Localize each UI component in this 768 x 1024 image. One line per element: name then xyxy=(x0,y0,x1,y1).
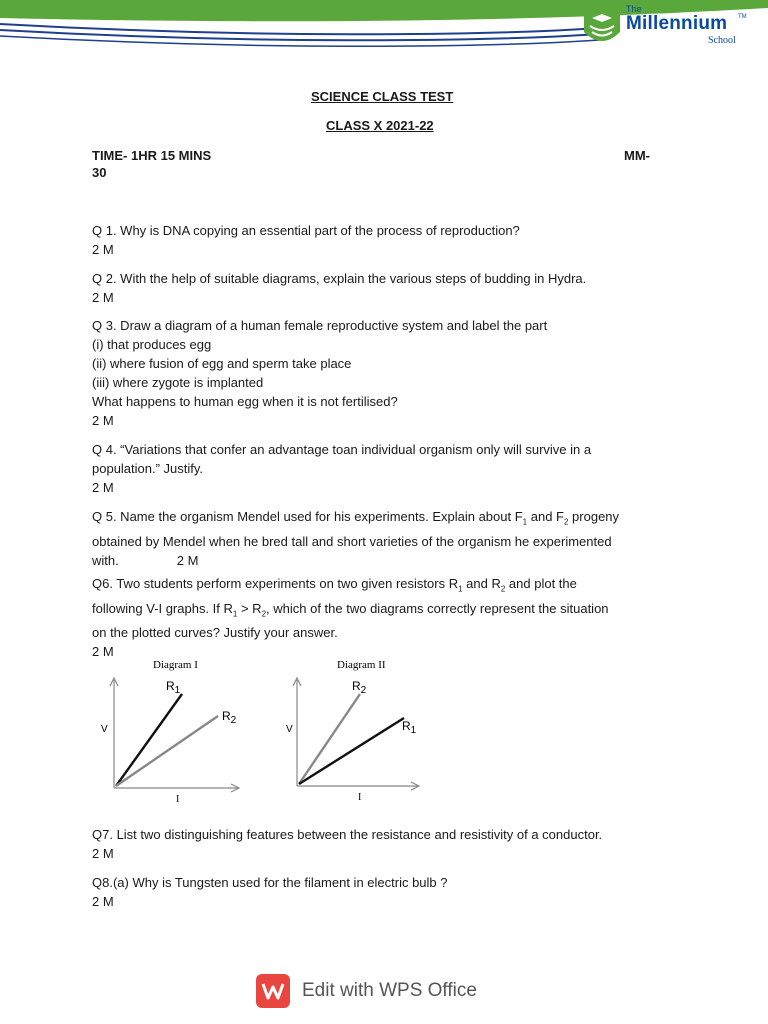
question-8 xyxy=(92,873,667,911)
question-3 xyxy=(92,316,667,430)
diagram-2 xyxy=(286,659,419,803)
label-steep: $R_1$ xyxy=(166,679,181,696)
line-r2-steep xyxy=(299,694,360,784)
question-5 xyxy=(92,507,667,570)
test-title: SCIENCE CLASS TEST xyxy=(311,89,454,104)
question-4 xyxy=(92,440,667,497)
question-text: obtained by Mendel when he bred tall and short varieties of the organism he experimented xyxy=(92,533,612,549)
axis-label-v: V xyxy=(101,724,108,735)
max-marks-value: 30 xyxy=(92,165,107,180)
question-text: What happens to human egg when it is not fertilised? xyxy=(92,394,398,409)
label-shallow: $R_1$ xyxy=(402,719,417,736)
question-text: with. 2 M xyxy=(92,552,199,568)
logo-tm: TM xyxy=(738,14,747,20)
time-label: TIME- 1HR 15 MINS xyxy=(92,148,212,163)
question-marks: 2 M xyxy=(92,413,114,428)
axis-label-i: I xyxy=(176,794,180,805)
question-text: population.” Justify. xyxy=(92,461,204,476)
axis-label-v: V xyxy=(286,724,293,735)
question-subpart: (iii) where zygote is implanted xyxy=(92,375,264,390)
logo-school: School xyxy=(708,35,736,46)
diagram-title: Diagram II xyxy=(337,659,386,671)
question-marks: 2 M xyxy=(92,290,114,305)
question-marks: 2 M xyxy=(92,894,114,909)
question-1 xyxy=(92,221,667,259)
logo-name: Millennium xyxy=(626,13,728,34)
vi-graph-diagrams xyxy=(0,652,768,812)
question-text: Q 1. Why is DNA copying an essential part of the process of reproduction? xyxy=(92,223,520,238)
question-text: Q7. List two distinguishing features between the resistance and resistivity of a conductor. xyxy=(92,827,603,842)
question-text: Q 3. Draw a diagram of a human female reproductive system and label the part xyxy=(92,318,548,333)
question-2 xyxy=(92,269,667,307)
question-marks: 2 M xyxy=(92,480,114,495)
logo-the: The xyxy=(626,4,642,14)
wps-logo-icon xyxy=(256,974,290,1008)
question-text: Q 5. Name the organism Mendel used for his experiments. Explain about $F_1$ and $F_2$ progeny xyxy=(92,509,620,527)
question-subpart: (ii) where fusion of egg and sperm take place xyxy=(92,356,352,371)
logo-emblem-icon xyxy=(580,4,624,50)
question-6 xyxy=(92,574,667,661)
label-steep: $R_2$ xyxy=(352,679,367,696)
wps-watermark[interactable] xyxy=(256,974,477,1008)
question-text: Q 2. With the help of suitable diagrams, explain the various steps of budding in Hydra. xyxy=(92,271,587,286)
class-label: CLASS X 2021-22 xyxy=(326,118,434,133)
question-marks: 2 M xyxy=(92,242,114,257)
question-marks: 2 M xyxy=(92,846,114,861)
question-subpart: (i) that produces egg xyxy=(92,337,212,352)
line-r1-steep xyxy=(116,694,182,786)
question-text: following V-I graphs. If $R_1 > R_2$, which of the two diagrams correctly represent the situation xyxy=(92,600,609,619)
question-marks: 2 M xyxy=(92,644,114,660)
question-marks: 2 M xyxy=(176,552,199,568)
question-7 xyxy=(92,825,667,863)
line-r2-shallow xyxy=(116,716,218,786)
school-logo xyxy=(578,2,768,52)
max-marks-label: MM- xyxy=(624,148,650,163)
question-text: Q 4. “Variations that confer an advantage toan individual organism only will survive in a xyxy=(92,442,592,457)
axis-label-i: I xyxy=(358,792,362,803)
diagram-1 xyxy=(101,659,239,805)
wps-watermark-text: Edit with WPS Office xyxy=(302,980,477,1001)
diagram-title: Diagram I xyxy=(153,659,198,671)
label-shallow: $R_2$ xyxy=(222,709,237,726)
question-text: Q8.(a) Why is Tungsten used for the filament in electric bulb ? xyxy=(92,875,448,890)
question-text: Q6. Two students perform experiments on two given resistors $R_1$ and $R_2$ and plot the xyxy=(92,576,577,594)
question-text: on the plotted curves? Justify your answer. xyxy=(92,625,338,641)
line-r1-shallow xyxy=(299,718,404,784)
